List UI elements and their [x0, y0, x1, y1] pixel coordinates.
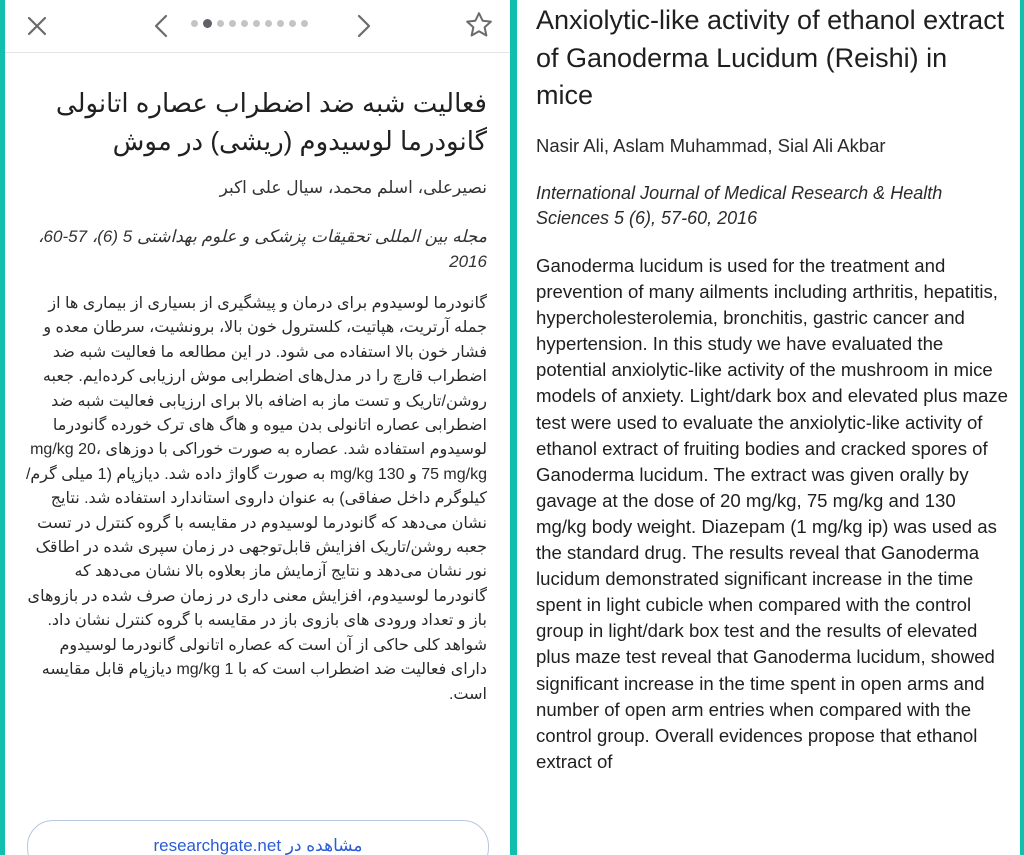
page-dot — [241, 20, 248, 27]
page-dot — [191, 20, 198, 27]
page-dot — [277, 20, 284, 27]
page-indicator — [191, 20, 308, 28]
article-abstract: Ganoderma lucidum is used for the treatment and prevention of many ailments including arthritis, hepatitis, hypercholesterolemia, bronchitis, gastric cancer and hypertension. In this study we have evaluated the potential anxiolytic-like activity of the mushroom in mice models of anxiety. Light/dark box and elevated plus maze test were used to evaluate the anxiolytic-like activity of ethanol extract of fruiting bodies and cracked spores of Ganoderma lucidum. The extract was given orally by gavage at the dose of 20 mg/kg, 75 mg/kg and 130 mg/kg body weight. Diazepam (1 mg/kg ip) was used as the standard drug. The results reveal that Ganoderma lucidum demonstrated significant increase in the time spent in light cubicle when compared with the control group in light/dark box test and the results of elevated plus maze test reveal that Ganoderma lucidum, showed significant increase in the time spent in open arms and number of open arm entries when compared with the control group. Overall evidences propose that ethanol extract of — [536, 255, 1009, 772]
top-toolbar — [5, 0, 510, 52]
page-dot — [265, 20, 272, 27]
original-article-panel — [517, 0, 1020, 855]
chevron-right-icon[interactable] — [349, 12, 377, 40]
translated-article-panel — [5, 0, 510, 855]
view-source-button[interactable]: مشاهده در researchgate.net — [27, 820, 489, 855]
chevron-left-icon[interactable] — [148, 12, 176, 40]
page-dot — [229, 20, 236, 27]
article-authors: نصیرعلی، اسلم محمد، سیال علی اکبر — [219, 178, 487, 197]
page-dot — [301, 20, 308, 27]
article-title[interactable]: فعالیت شبه ضد اضطراب عصاره اتانولی گانودرما لوسیدوم (ریشی) در موش — [55, 88, 487, 156]
article-journal: International Journal of Medical Research & Health Sciences 5 (6), 57-60, 2016 — [536, 183, 943, 228]
article-journal: مجله بین المللی تحقیقات پزشکی و علوم بهداشتی 5 (6)، 57-60، 2016 — [38, 227, 487, 271]
page-dot — [289, 20, 296, 27]
close-icon[interactable] — [24, 13, 50, 39]
page-dot — [253, 20, 260, 27]
article-title[interactable]: Anxiolytic-like activity of ethanol extract of Ganoderma Lucidum (Reishi) in mice — [536, 5, 1005, 110]
star-icon[interactable] — [464, 10, 494, 40]
article-abstract: گانودرما لوسیدوم برای درمان و پیشگیری از بسیاری از بیماری ها از جمله آرتریت، هپاتیت، کلسترول خون بالا، برونشیت، سرطان معده و فشار خون بالا استفاده می شود. در این مطالعه ما فعالیت شبه ضد اضطراب قارچ را در مدل‌های اضطرابی موش ارزیابی کرده‌ایم. جعبه روشن/تاریک و تست ماز به اضافه بالا برای ارزیابی فعالیت شبه ضد اضطرابی عصاره اتانولی بدن میوه و هاگ های ترک خورده گانودرما لوسیدوم استفاده شد. عصاره به صورت خوراکی با دوزهای mg/kg 20، 75 mg/kg و 130 mg/kg به صورت گاواژ داده شد. دیازپام (1 میلی گرم/کیلوگرم داخل صفاقی) به عنوان داروی استاندارد استفاده شد. نتایج نشان می‌دهد که گانودرما لوسیدوم در مقایسه با گروه کنترل در تست جعبه روشن/تاریک افزایش قابل‌توجهی در زمان سپری شده در اطاقک نور نشان می‌دهد و نتایج آزمایش ماز بعلاوه بالا نشان می‌دهد که گانودرما لوسیدوم، افزایش معنی داری در زمان صرف شده در بازوهای باز و تعداد ورودی های بازوی باز در مقایسه با گروه کنترل نشان داد. شواهد کلی حاکی از آن است که عصاره اتانولی گانودرما لوسیدوم دارای فعالیت ضد اضطراب است که با 1 mg/kg دیازپام قابل مقایسه است. — [25, 295, 487, 703]
page-dot — [217, 20, 224, 27]
page-dot — [203, 19, 212, 28]
toolbar-divider — [5, 52, 510, 53]
article-authors: Nasir Ali, Aslam Muhammad, Sial Ali Akbar — [536, 135, 886, 156]
